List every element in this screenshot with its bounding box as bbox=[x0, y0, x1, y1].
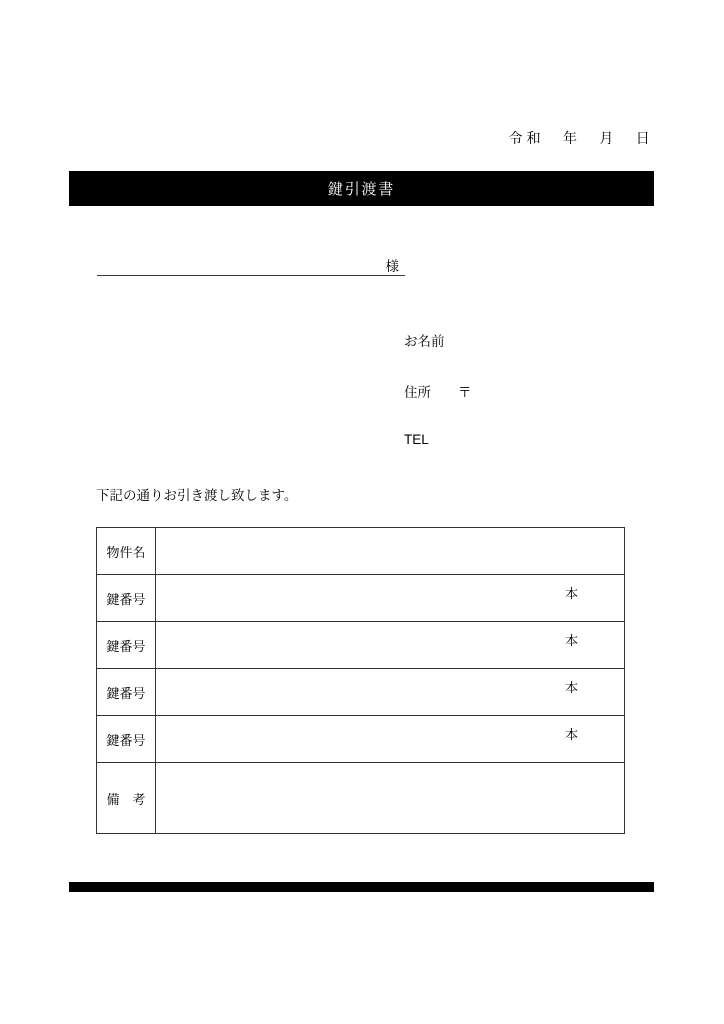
row-label: 鍵番号 bbox=[97, 669, 156, 716]
row-label: 鍵番号 bbox=[97, 575, 156, 622]
handover-statement: 下記の通りお引き渡し致します。 bbox=[96, 488, 298, 503]
row-label: 鍵番号 bbox=[97, 622, 156, 669]
sender-tel-label: TEL bbox=[404, 432, 429, 447]
row-unit-label: 本 bbox=[564, 586, 578, 601]
sender-name-label: お名前 bbox=[404, 334, 445, 349]
key-details-table bbox=[96, 527, 625, 834]
title-banner bbox=[69, 171, 654, 206]
row-value-field[interactable] bbox=[156, 669, 625, 716]
row-value-field[interactable] bbox=[156, 528, 625, 575]
addressee-honorific: 様 bbox=[385, 258, 399, 274]
addressee-field[interactable] bbox=[97, 250, 405, 276]
row-value-field[interactable] bbox=[156, 622, 625, 669]
footer-bar bbox=[69, 882, 654, 892]
table-row bbox=[97, 575, 625, 622]
page-title: 鍵引渡書 bbox=[327, 181, 396, 198]
sender-address-label: 住所 〒 bbox=[404, 385, 472, 400]
row-value-field[interactable] bbox=[156, 716, 625, 763]
key-details-table-body bbox=[97, 528, 625, 834]
row-unit-label: 本 bbox=[564, 680, 578, 695]
sender-block bbox=[404, 330, 654, 483]
row-label: 備 考 bbox=[97, 763, 156, 834]
table-row bbox=[97, 716, 625, 763]
row-value-field[interactable] bbox=[156, 575, 625, 622]
row-label: 鍵番号 bbox=[97, 716, 156, 763]
row-unit-label: 本 bbox=[564, 633, 578, 648]
row-value-field[interactable] bbox=[156, 763, 625, 834]
table-row bbox=[97, 763, 625, 834]
table-row bbox=[97, 669, 625, 716]
row-unit-label: 本 bbox=[564, 727, 578, 742]
table-row bbox=[97, 528, 625, 575]
row-label: 物件名 bbox=[97, 528, 156, 575]
table-row bbox=[97, 622, 625, 669]
date-line: 令和 年 月 日 bbox=[508, 130, 654, 146]
